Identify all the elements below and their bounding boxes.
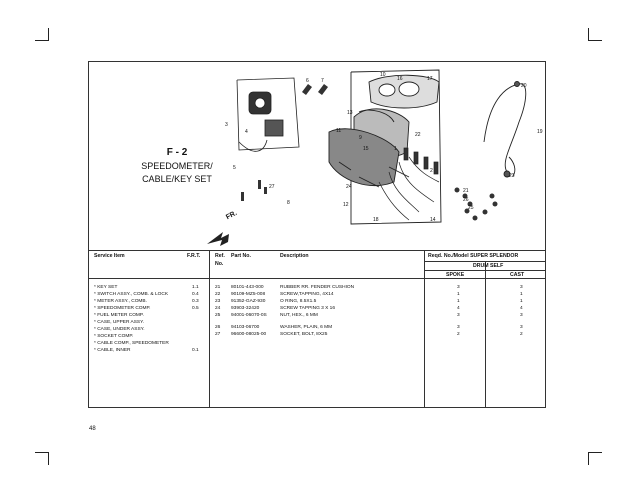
part-qty-spoke: 3: [457, 325, 460, 330]
parts-row: [215, 292, 523, 297]
part-qty-spoke: 3: [457, 313, 460, 318]
part-number: 96600-08025-00: [231, 332, 267, 337]
part-ref: 22: [215, 292, 221, 297]
callout-11: 11: [336, 128, 342, 134]
parts-row: [215, 332, 523, 337]
part-qty-cast: 3: [520, 313, 523, 318]
callout-24: 24: [346, 184, 352, 190]
callout-4: 4: [245, 129, 248, 135]
table-divider-2: [424, 250, 425, 407]
part-qty-cast: 4: [520, 306, 523, 311]
callout-5: 5: [233, 165, 236, 171]
crop-mark-br-v: [588, 452, 589, 465]
parts-row: [215, 313, 523, 318]
callout-17: 17: [427, 76, 433, 82]
part-number: 90109-MZ5-008: [231, 292, 266, 297]
callout-20: 20: [521, 83, 527, 89]
callout-1: 1: [394, 146, 397, 152]
header-no: No.: [215, 261, 224, 267]
service-row: [94, 320, 144, 325]
part-number: 91352-GAZ-930: [231, 299, 266, 304]
part-qty-spoke: 1: [457, 292, 460, 297]
service-frt: 0.5: [192, 306, 199, 311]
part-qty-cast: 3: [520, 325, 523, 330]
service-item: * KEY SET: [94, 285, 118, 290]
service-row: [94, 348, 199, 353]
part-number: 94001-06070-0S: [231, 313, 267, 318]
key-switch-group: [237, 78, 299, 151]
part-description: SCREW,TAPPING, 4X14: [280, 292, 334, 297]
callout-18: 18: [373, 217, 379, 223]
parts-page-frame: [88, 61, 546, 408]
callout-27: 27: [269, 184, 275, 190]
callout-19: 19: [537, 129, 543, 135]
parts-row: [215, 285, 523, 290]
header-ref: Ref.: [215, 253, 225, 259]
header-description: Description: [280, 253, 309, 259]
callout-22: 22: [415, 132, 421, 138]
crop-mark-tr-h: [588, 40, 602, 41]
part-qty-spoke: 3: [457, 285, 460, 290]
callout-12: 12: [343, 202, 349, 208]
part-qty-spoke: 4: [457, 306, 460, 311]
crop-mark-tl-v: [48, 28, 49, 41]
part-qty-spoke: 1: [457, 299, 460, 304]
crop-mark-br-h: [588, 452, 602, 453]
callout-3: 3: [225, 122, 228, 128]
table-divider-1: [209, 250, 210, 407]
service-item: * CABLE, INNER: [94, 348, 131, 353]
parts-row: [215, 299, 523, 304]
part-ref: 25: [215, 313, 221, 318]
crop-mark-tr-v: [588, 28, 589, 41]
service-row: [94, 334, 133, 339]
part-ref: 27: [215, 332, 221, 337]
service-item: * SPEEDOMETER COMP.: [94, 306, 151, 311]
parts-row: [215, 306, 523, 311]
service-row: [94, 292, 199, 297]
figure-code: F - 2: [166, 147, 188, 158]
part-ref: 23: [215, 299, 221, 304]
header-reqd: Reqd. No./Model SUPER SPLENDOR: [428, 253, 519, 259]
fastener-cluster: [455, 188, 498, 221]
header-part-no: Part No.: [231, 253, 251, 259]
part-qty-cast: 1: [520, 299, 523, 304]
table-rule-spoke: [424, 270, 545, 271]
header-cast: CAST: [510, 272, 525, 278]
part-description: NUT, HEX., 6 MM: [280, 313, 318, 318]
part-qty-cast: 2: [520, 332, 523, 337]
diagram-artwork: [89, 62, 545, 250]
callout-6: 6: [306, 78, 309, 84]
part-number: 93903-32420: [231, 306, 260, 311]
screw-group: [241, 180, 267, 201]
crop-mark-bl-h: [35, 452, 49, 453]
service-row: [94, 313, 144, 318]
table-divider-3: [485, 262, 486, 407]
service-item: * SWITCH ASSY., COMB. & LOCK: [94, 292, 169, 297]
service-item: * CASE, UPPER ASSY.: [94, 320, 145, 325]
service-row: [94, 299, 199, 304]
header-frt: F.R.T.: [187, 253, 201, 259]
callout-9: 9: [359, 135, 362, 141]
service-row: [94, 306, 199, 311]
service-item: * CABLE COMP., SPEEDOMETER: [94, 341, 169, 346]
callout-21: 21: [463, 188, 469, 194]
header-service-item: Service Item: [94, 253, 125, 259]
callout-7: 7: [321, 78, 324, 84]
part-ref: 26: [215, 325, 221, 330]
table-rule-header: [89, 278, 545, 279]
service-frt: 0.3: [192, 299, 199, 304]
callout-16: 16: [397, 76, 403, 82]
service-item: * FUEL METER COMP.: [94, 313, 144, 318]
part-description: SOCKET, BOLT, 8X25: [280, 332, 328, 337]
header-drum-self: DRUM SELF: [473, 263, 504, 269]
callout-15: 15: [363, 146, 369, 152]
callout-25: 25: [468, 205, 474, 211]
callout-2: 2: [430, 168, 433, 174]
service-item: * CASE, UNDER ASSY.: [94, 327, 145, 332]
part-description: RUBBER RR. FENDER CUSHION: [280, 285, 355, 290]
bolt-pair: [302, 84, 328, 95]
service-item: * SOCKET COMP.: [94, 334, 134, 339]
header-spoke: SPOKE: [446, 272, 465, 278]
exploded-diagram: [89, 62, 545, 251]
callout-10: 10: [380, 72, 386, 78]
crop-mark-tl-h: [35, 40, 49, 41]
part-qty-spoke: 2: [457, 332, 460, 337]
crop-mark-bl-v: [48, 452, 49, 465]
table-rule-drum: [424, 261, 545, 262]
figure-title-line1: SPEEDOMETER/: [141, 161, 213, 171]
part-description: O RING, 8.5X1.5: [280, 299, 317, 304]
figure-title-line2: CABLE/KEY SET: [142, 174, 212, 184]
service-row: [94, 327, 145, 332]
part-number: 94103-06700: [231, 325, 260, 330]
part-number: 80101-443-000: [231, 285, 264, 290]
part-qty-cast: 1: [520, 292, 523, 297]
callout-26: 26: [463, 197, 469, 203]
service-frt: 0.1: [192, 348, 199, 353]
part-description: WASHER, PLAIN, 6 MM: [280, 325, 333, 330]
speedometer-cable: [484, 82, 526, 178]
service-frt: 1.1: [192, 285, 199, 290]
page-number: 48: [89, 426, 96, 432]
callout-14: 14: [430, 217, 436, 223]
callout-8: 8: [287, 200, 290, 206]
service-row: [94, 285, 199, 290]
callout-13: 13: [347, 110, 353, 116]
part-qty-cast: 3: [520, 285, 523, 290]
part-ref: 24: [215, 306, 221, 311]
part-description: SCREW TAPPING 3 X 16: [280, 306, 336, 311]
parts-row: [215, 325, 523, 330]
front-direction-label: FR.: [225, 209, 239, 222]
callout-23: 23: [509, 173, 515, 179]
service-row: [94, 341, 169, 346]
service-frt: 0.4: [192, 292, 199, 297]
meter-case-group: [329, 70, 441, 224]
part-ref: 21: [215, 285, 221, 290]
front-direction-arrow: [207, 232, 229, 246]
service-item: * METER ASSY., COMB.: [94, 299, 147, 304]
